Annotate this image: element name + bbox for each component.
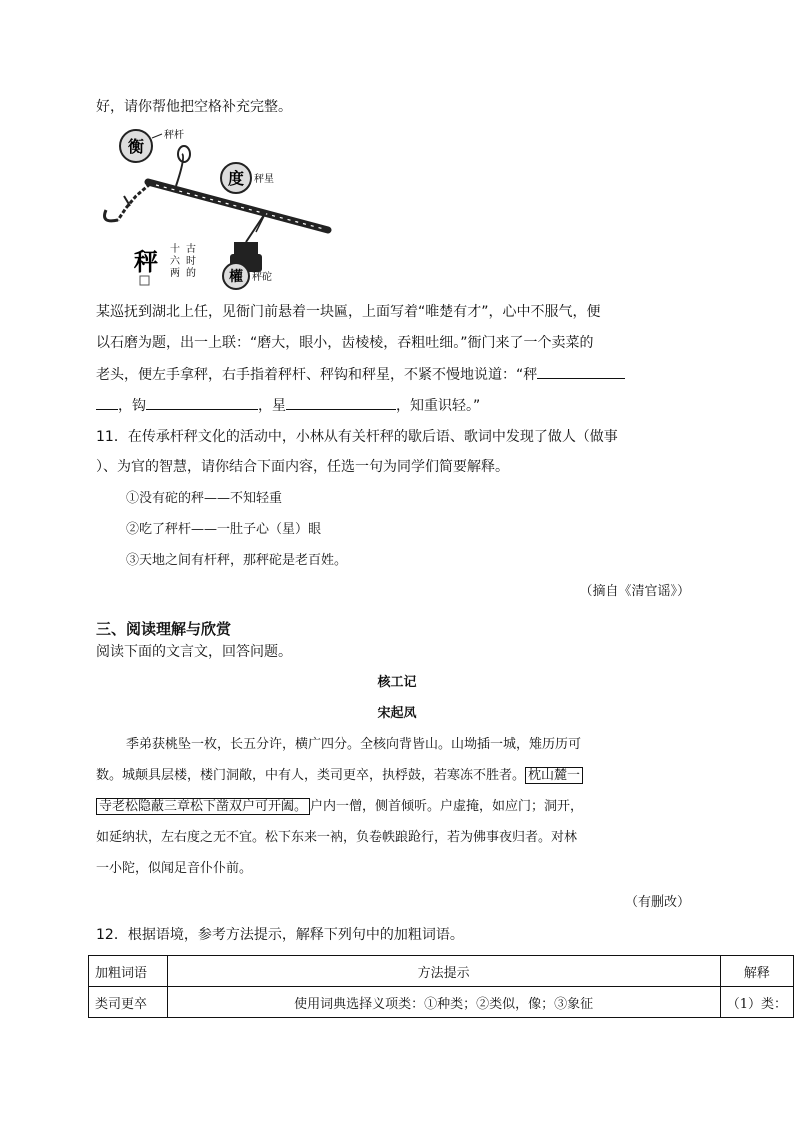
boxed-sentence-part-1: 枕山麓一 <box>525 767 583 784</box>
story-gou-label: ，钩 <box>118 398 146 414</box>
seal-stamp <box>140 276 149 285</box>
passage-title: 核工记 <box>377 675 417 690</box>
small-char: 十 <box>170 244 180 255</box>
table-row <box>89 987 794 1018</box>
cell-method: 使用词典选择义项类：①种类；②类似，像；③象征 <box>167 987 720 1018</box>
small-char: 古 <box>186 244 196 255</box>
q11-source: （摘自《清官谣》） <box>579 584 690 599</box>
label-xing: 秤星 <box>254 174 274 185</box>
passage-author: 宋起凤 <box>377 706 417 721</box>
q12-text: 12．根据语境，参考方法提示，解释下列句中的加粗词语。 <box>96 927 464 943</box>
passage-line-3-text: 户内一僧，侧首倾听。户虚掩，如应门；洞开， <box>310 799 584 814</box>
q11-line-1: 11．在传承杆秤文化的活动中，小林从有关杆秤的歇后语、歌词中发现了做人（做事 <box>96 429 618 445</box>
small-char: 的 <box>186 268 196 279</box>
answer-blank-xing[interactable] <box>286 395 396 410</box>
q11-line-2: ）、为官的智慧，请你结合下面内容，任选一句为同学们简要解释。 <box>96 459 509 475</box>
q11-item-1: ①没有砣的秤——不知轻重 <box>126 491 283 506</box>
intro-line: 好，请你帮他把空格补充完整。 <box>96 99 292 115</box>
answer-blank-cheng-cont[interactable] <box>96 395 118 410</box>
q12-table <box>88 955 794 1018</box>
section-3-heading: 三、阅读理解与欣赏 <box>96 620 232 638</box>
small-char: 两 <box>170 268 180 279</box>
table-header-row <box>89 956 794 987</box>
header-word: 加粗词语 <box>89 956 168 987</box>
story-line-4 <box>96 395 480 416</box>
answer-blank-gou[interactable] <box>146 395 258 410</box>
passage-note: （有删改） <box>624 895 690 910</box>
header-explanation: 解释 <box>720 956 793 987</box>
passage-line-2-text: 数。城颠具层楼，楼门洞敞，中有人，类司更卒，执桴鼓，若寒冻不胜者。 <box>96 768 526 783</box>
heng-glyph: 衡 <box>127 137 145 156</box>
small-char: 时 <box>186 256 196 267</box>
q11-item-2: ②吃了秤杆——一肚子心（星）眼 <box>126 522 322 537</box>
story-line-3 <box>96 364 625 385</box>
story-line-3-text: 老头，便左手拿秤，右手指着秤杆、秤钩和秤星，不紧不慢地说道：“秤 <box>96 367 538 383</box>
steelyard-illustration <box>96 126 336 290</box>
passage-line-1: 季弟获桃坠一枚，长五分许，横广四分。全核向背皆山。山坳插一城，雉历历可 <box>126 737 582 752</box>
passage-line-2 <box>96 766 583 786</box>
cell-word: 类司更卒 <box>89 987 168 1018</box>
quan-glyph: 權 <box>229 269 243 285</box>
label-gangan: 秤杆 <box>164 130 184 141</box>
q11-item-3: ③天地之间有杆秤，那秤砣是老百姓。 <box>126 553 348 568</box>
passage-line-4: 如延纳状，左右度之无不宜。松下东来一衲，负卷帙踉跄行，若为佛事夜归者。对林 <box>96 830 578 845</box>
section-3-intro: 阅读下面的文言文，回答问题。 <box>96 644 292 660</box>
cell-answer[interactable]: （1）类： <box>720 987 793 1018</box>
story-line-1: 某巡抚到湖北上任，见衙门前悬着一块匾，上面写着“唯楚有才”，心中不服气，便 <box>96 304 601 320</box>
story-xing-label: ，星 <box>258 398 286 414</box>
answer-blank-cheng[interactable] <box>537 364 625 379</box>
small-char: 六 <box>170 256 180 267</box>
du-glyph: 度 <box>227 169 245 188</box>
label-tuo: 秤砣 <box>252 272 272 283</box>
passage-line-5: 一小陀，似闻足音仆仆前。 <box>96 861 253 876</box>
story-ending: ，知重识轻。” <box>396 398 481 414</box>
header-method: 方法提示 <box>167 956 720 987</box>
boxed-sentence-part-2: 寺老松隐蔽三章松下凿双户可开阖。 <box>96 798 310 815</box>
story-line-2: 以石磨为题，出一上联：“磨大，眼小，齿棱棱，吞粗吐细。”衙门来了一个卖菜的 <box>96 335 594 351</box>
passage-line-3 <box>96 797 583 817</box>
cheng-big-char: 秤 <box>134 248 158 276</box>
